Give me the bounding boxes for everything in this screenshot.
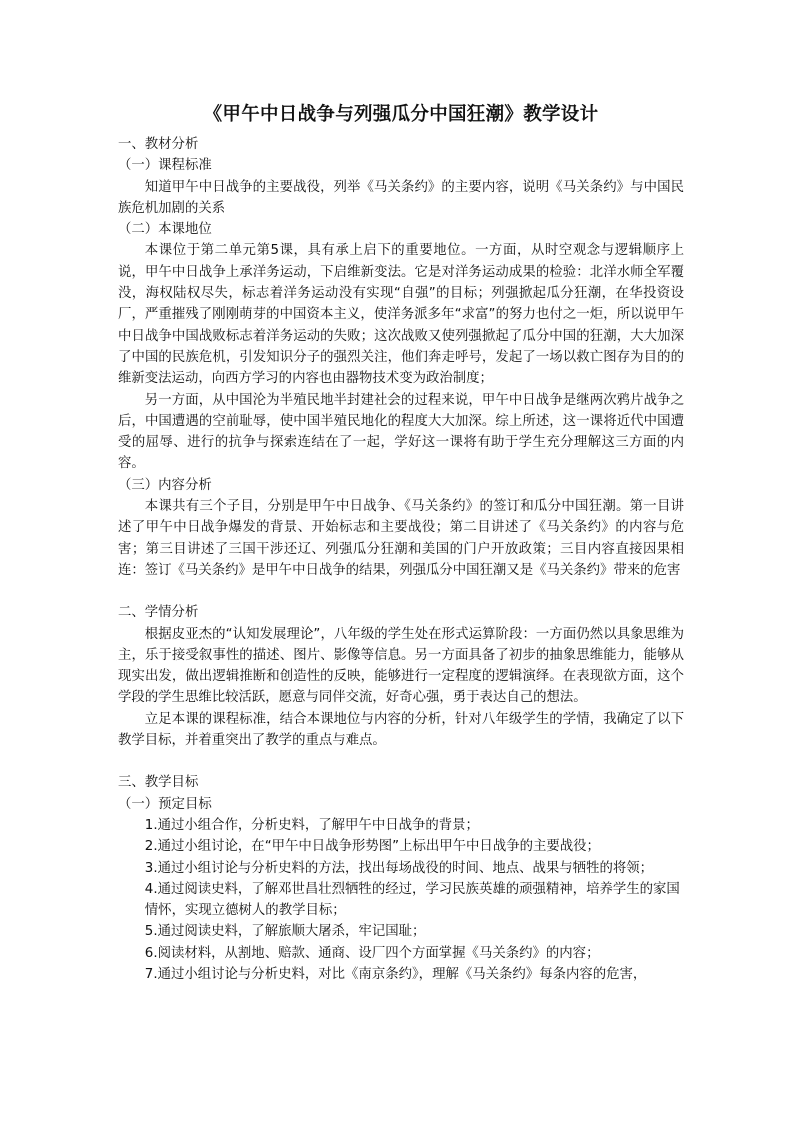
goal-item-6: 6.阅读材料，从割地、赔款、通商、设厂四个方面掌握《马关条约》的内容； (144, 945, 600, 961)
subheading-planned-goals: （一）预定目标 (118, 796, 212, 812)
goal-item-7: 7.通过小组讨论与分析史料，对比《南京条约》，理解《马关条约》每条内容的危害， (144, 966, 647, 982)
section-heading-teaching-goals: 三、教学目标 (118, 775, 199, 791)
document-title: 《甲午中日战争与列强瓜分中国狂潮》教学设计 (203, 104, 599, 125)
paragraph-lesson-position-1: 本课位于第二单元第5课，具有承上启下的重要地位。一方面，从时空观念与逻辑顺序上说，甲午中日战争上承洋务运动，下启维新变法。它是对洋务运动成果的检验：北洋水师全军覆没，海权陆权尽失，标志着洋务运动没有实现“自强”的目标；列强掀起瓜分狂潮，在华投资设厂，严重摧残了刚刚萌芽的中国资本主义，使洋务派多年“求富”的努力也付之一炬，所以说甲午中日战争中国战败标志着洋务运动的失败；这次战败又使列强掀起了瓜分中国的狂潮，大大加深了中国的民族危机，引发知识分子的强烈关注，他们奔走呼号，发起了一场以救亡图存为目的的维新变法运动，向西方学习的内容也由器物技术变为政治制度； (118, 243, 684, 387)
blank-line (118, 751, 684, 772)
goal-item-2: 2.通过小组讨论，在“甲午中日战争形势图”上标出甲午中日战争的主要战役； (144, 839, 600, 855)
paragraph-learner-analysis-2: 立足本课的课程标准，结合本课地位与内容的分析，针对八年级学生的学情，我确定了以下教学目标，并着重突出了教学的重点与难点。 (118, 711, 684, 749)
paragraph-lesson-position-2: 另一方面，从中国沦为半殖民地半封建社会的过程来说，甲午中日战争是继两次鸦片战争之后，中国遭遇的空前耻辱，使中国半殖民地化的程度大大加深。综上所述，这一课将近代中国遭受的屈辱、进行的抗争与探索连结在了一起，学好这一课将有助于学生充分理解这三方面的内容。 (118, 392, 684, 472)
goal-item-3: 3.通过小组讨论与分析史料的方法，找出每场战役的时间、地点、战果与牺牲的将领； (144, 860, 654, 876)
blank-line (118, 581, 684, 602)
paragraph-content-analysis: 本课共有三个子目，分别是甲午中日战争、《马关条约》的签订和瓜分中国狂潮。第一目讲述了甲午中日战争爆发的背景、开始标志和主要战役；第二目讲述了《马关条约》的内容与危害；第三目讲述了三国干涉还辽、列强瓜分狂潮和美国的门户开放政策；三目内容直接因果相连：签订《马关条约》是甲午中日战争的结果，列强瓜分中国狂潮又是《马关条约》带来的危害 (118, 499, 684, 578)
subheading-lesson-position: （二）本课地位 (118, 222, 212, 238)
goal-item-4: 4.通过阅读史料，了解邓世昌壮烈牺牲的经过，学习民族英雄的顽强精神，培养学生的家国情怀，实现立德树人的教学目标； (144, 881, 680, 919)
goal-item-1: 1.通过小组合作，分析史料，了解甲午中日战争的背景； (144, 817, 479, 833)
section-heading-textbook-analysis: 一、教材分析 (118, 137, 199, 152)
goal-item-5: 5.通过阅读史料，了解旅顺大屠杀，牢记国耻； (144, 924, 426, 940)
subheading-curriculum-standard: （一）课程标准 (118, 158, 212, 174)
subheading-content-analysis: （三）内容分析 (118, 477, 212, 493)
section-heading-learner-analysis: 二、学情分析 (118, 605, 199, 621)
paragraph-curriculum-standard: 知道甲午中日战争的主要战役，列举《马关条约》的主要内容，说明《马关条约》与中国民族危机加剧的关系 (118, 179, 684, 216)
paragraph-learner-analysis-1: 根据皮亚杰的“认知发展理论”，八年级的学生处在形式运算阶段：一方面仍然以具象思维为主，乐于接受叙事性的描述、图片、影像等信息。另一方面具备了初步的抽象思维能力，能够从现实出发，做出逻辑推断和创造性的反映，能够进行一定程度的逻辑演绎。在表现欲方面，这个学段的学生思维比较活跃，愿意与同伴交流，好奇心强，勇于表达自己的想法。 (118, 626, 684, 706)
document-page (118, 100, 684, 985)
